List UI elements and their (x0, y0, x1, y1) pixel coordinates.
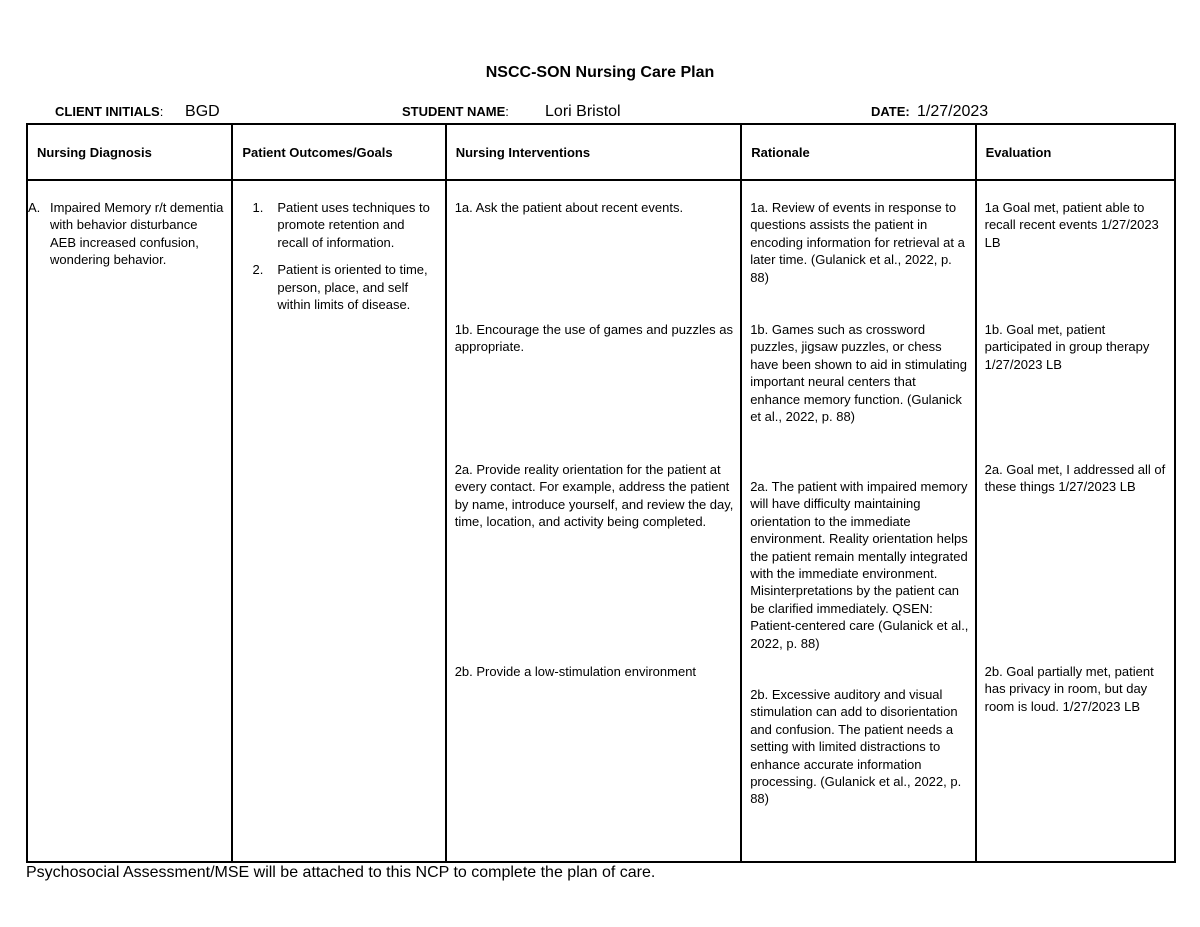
evaluation-1a: 1a Goal met, patient able to recall recent events 1/27/2023 LB (984, 200, 1159, 250)
rationale-2a: 2a. The patient with impaired memory will have difficulty maintaining orientation to the immediate environment. Reality orientation helps the patient remain mentally integrated with the immediate environment. Misinterpretations by the patient can be clarified immediately. QSEN: Patient-centered care (Gulanick et al., 2022, p. 88) (750, 479, 969, 651)
evaluation-2a: 2a. Goal met, I addressed all of these things 1/27/2023 LB (984, 462, 1166, 495)
evaluation-1b: 1b. Goal met, patient participated in group therapy 1/27/2023 LB (984, 322, 1150, 372)
client-initials-value: BGD (185, 103, 220, 120)
table-row (27, 180, 1175, 862)
intervention-1b: 1b. Encourage the use of games and puzzles as appropriate. (454, 322, 733, 355)
care-plan-table (26, 123, 1176, 863)
intervention-2a: 2a. Provide reality orientation for the patient at every contact. For example, address the patient by name, introduce yourself, and review the day, time, location, and activity being completed. (454, 462, 734, 530)
column-header-diagnosis: Nursing Diagnosis (27, 124, 232, 180)
table-header-row (27, 124, 1175, 180)
student-name-field: STUDENT NAME: Lori Bristol (402, 103, 621, 120)
column-header-evaluation: Evaluation (976, 124, 1175, 180)
goal-number: 1. (252, 200, 264, 215)
footer-note: Psychosocial Assessment/MSE will be attached to this NCP to complete the plan of care. (26, 864, 656, 881)
intervention-1a: 1a. Ask the patient about recent events. (454, 200, 684, 215)
interventions-cell (446, 180, 742, 862)
diagnosis-letter: A. (28, 200, 41, 215)
evaluation-cell (976, 180, 1175, 862)
date-value: 1/27/2023 (917, 103, 989, 120)
goal-number: 2. (252, 262, 264, 278)
date-field (871, 103, 988, 121)
client-initials-label: CLIENT INITIALS (55, 104, 160, 119)
goals-list (237, 199, 438, 323)
rationale-cell (741, 180, 975, 862)
goal-text: Patient uses techniques to promote retention and recall of information. (277, 200, 430, 250)
goal-text: Patient is oriented to time, person, place, and self within limits of disease. (277, 262, 428, 313)
list-item (237, 261, 438, 313)
diagnosis-text: Impaired Memory r/t dementia with behavior disturbance AEB increased confusion, wondering behavior. (50, 200, 224, 268)
evaluation-2b: 2b. Goal partially met, patient has privacy in room, but day room is loud. 1/27/2023 LB (984, 664, 1154, 714)
rationale-1b: 1b. Games such as crossword puzzles, jigsaw puzzles, or chess have been shown to aid in stimulating important neural centers that enhance memory function. (Gulanick et al., 2022, p. 88) (750, 322, 968, 425)
diagnosis-entry (28, 199, 225, 269)
client-initials-field: CLIENT INITIALS: BGD (55, 103, 220, 120)
rationale-1a: 1a. Review of events in response to questions assists the patient in encoding information for retrieval at a later time. (Gulanick et al., 2022, p. 88) (750, 200, 965, 285)
column-header-rationale: Rationale (741, 124, 975, 180)
student-name-label: STUDENT NAME (402, 104, 506, 119)
rationale-2b: 2b. Excessive auditory and visual stimulation can add to disorientation and confusion. The patient needs a setting with limited distractions to enhance accurate information processing. (Gulanick et al., 2022, p. 88) (750, 687, 962, 807)
list-item (237, 199, 438, 251)
date-label: DATE: (871, 104, 910, 119)
page-title: NSCC-SON Nursing Care Plan (485, 64, 715, 81)
diagnosis-cell (27, 180, 232, 862)
column-header-goals: Patient Outcomes/Goals (232, 124, 445, 180)
intervention-2b: 2b. Provide a low-stimulation environment (454, 664, 697, 679)
column-header-interventions: Nursing Interventions (446, 124, 742, 180)
goals-cell (232, 180, 445, 862)
student-name-value: Lori Bristol (545, 103, 621, 120)
